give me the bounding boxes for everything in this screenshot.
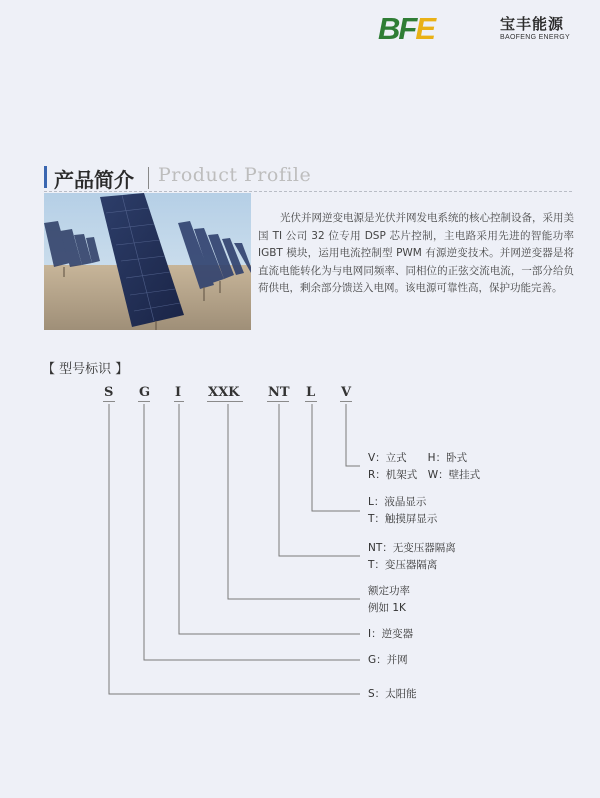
- label-xxk-line1: 额定功率: [368, 585, 410, 597]
- product-profile-text: 光伏并网逆变电源是光伏并网发电系统的核心控制设备，采用美国 TI 公司 32 位专用 DSP 芯片控制，主电路采用先进的智能功率 IGBT 模块，运用电流控制型 PWM 有源逆变技术。并网逆变器是将直流电能转化为与电网同频率、同相位的正弦交流电流，一部分给负荷供电，剩余部分馈送入电网。该电源可靠性高，保护功能完善。: [258, 212, 574, 294]
- label-l-line1: L：液晶显示: [368, 496, 427, 508]
- logo-letters-text: BFE: [378, 11, 435, 46]
- label-l-line2: T：触摸屏显示: [368, 513, 438, 525]
- connector-nt: [279, 404, 360, 556]
- code-letter-nt: NT: [268, 385, 290, 400]
- label-v-line1: V：立式 H：卧式: [368, 452, 468, 464]
- model-id-heading: 【 型号标识 】: [42, 362, 129, 377]
- code-letter-i: I: [175, 385, 182, 400]
- label-xxk-line2: 例如 1K: [368, 602, 406, 614]
- label-s: S：太阳能: [368, 688, 417, 700]
- label-i: I：逆变器: [368, 628, 414, 640]
- section-title-cn: 产品简介: [54, 168, 134, 192]
- brand-name-cn: 宝丰能源: [500, 15, 565, 33]
- code-letter-xxk: XXK: [208, 385, 240, 400]
- code-letter-v: V: [341, 385, 352, 400]
- connector-s: [109, 404, 360, 694]
- label-nt-line2: T：变压器隔离: [368, 559, 438, 571]
- connector-l: [312, 404, 360, 511]
- label-v-line2: R：机架式 W：壁挂式: [368, 469, 481, 481]
- section-title-en: Product Profile: [158, 164, 312, 186]
- connector-g: [144, 404, 360, 660]
- code-letter-g: G: [139, 385, 151, 400]
- label-g: G：并网: [368, 654, 408, 666]
- code-letter-s: S: [104, 385, 114, 400]
- connector-v: [346, 404, 360, 466]
- brand-name-en: BAOFENG ENERGY: [500, 34, 570, 41]
- connector-xxk: [228, 404, 360, 599]
- code-letter-l: L: [306, 385, 316, 400]
- label-nt-line1: NT：无变压器隔离: [368, 542, 456, 554]
